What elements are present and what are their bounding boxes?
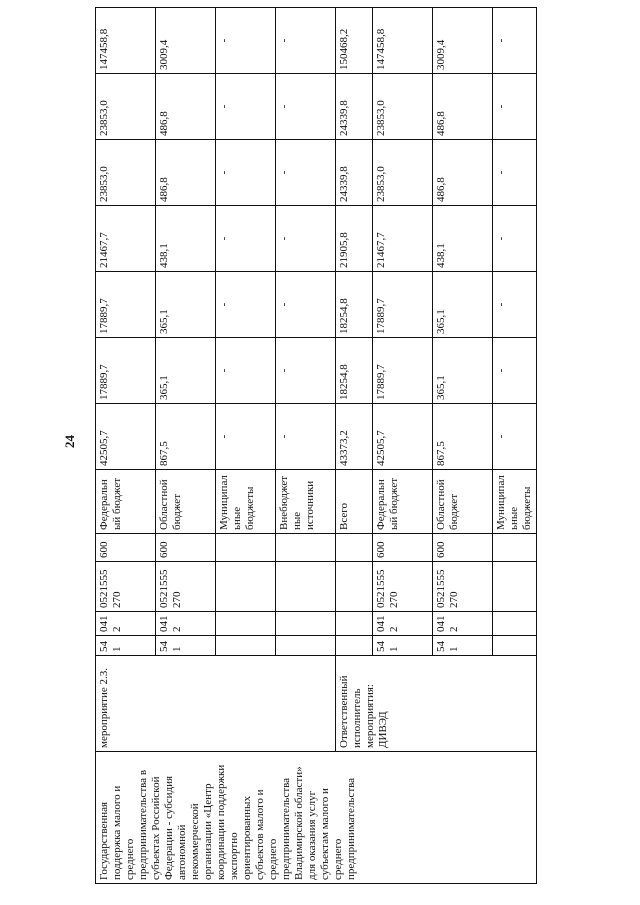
amount-cell: 21467,7 — [96, 206, 156, 272]
amount-cell: 365,1 — [156, 272, 216, 338]
amount-cell: 3009,4 — [433, 8, 493, 74]
grbs-code — [336, 636, 373, 656]
funding-source: Областной бюджет — [156, 470, 216, 534]
amount-cell: 365,1 — [156, 338, 216, 404]
amount-cell: 486,8 — [433, 74, 493, 140]
table-body — [96, 8, 537, 884]
funding-source: Областной бюджет — [433, 470, 493, 534]
amount-cell: 438,1 — [156, 206, 216, 272]
expense-type-code — [336, 534, 373, 562]
measure-name: Государственная поддержка малого и среднего предпринимательства в субъектах Российской Федерации - субсидия автономной некоммерческой организации «Центр координации поддержки экспортно ориентированных субъектов малого и среднего предпринимательства Владимирской области» для оказания услуг субъектам малого и среднего предпринимательства — [96, 752, 537, 884]
grbs-code — [493, 636, 537, 656]
grbs-code: 541 — [96, 636, 156, 656]
amount-cell: - — [216, 272, 276, 338]
amount-cell: 365,1 — [433, 272, 493, 338]
expense-type-code: 600 — [156, 534, 216, 562]
amount-cell: - — [493, 404, 537, 470]
amount-cell: 18254,8 — [336, 272, 373, 338]
expense-type-code — [216, 534, 276, 562]
table-row — [96, 8, 156, 884]
amount-cell: 23853,0 — [373, 140, 433, 206]
amount-cell: 438,1 — [433, 206, 493, 272]
budget-table-rotated — [95, 8, 533, 884]
amount-cell: 21905,8 — [336, 206, 373, 272]
amount-cell: - — [276, 404, 336, 470]
section-code: 0412 — [156, 612, 216, 636]
funding-source: Муниципальные бюджеты — [493, 470, 537, 534]
amount-cell: 43373,2 — [336, 404, 373, 470]
amount-cell: 150468,2 — [336, 8, 373, 74]
amount-cell: - — [276, 206, 336, 272]
amount-cell: 17889,7 — [96, 338, 156, 404]
funding-source: Федеральный бюджет — [373, 470, 433, 534]
amount-cell: - — [493, 338, 537, 404]
amount-cell: 23853,0 — [96, 140, 156, 206]
expense-type-code: 600 — [373, 534, 433, 562]
amount-cell: 42505,7 — [373, 404, 433, 470]
responsible-executor: Ответственный исполнитель мероприятия: ДИВЭД — [336, 656, 537, 752]
target-article-code — [336, 562, 373, 612]
amount-cell: 23853,0 — [373, 74, 433, 140]
amount-cell: - — [493, 206, 537, 272]
target-article-code: 0521555270 — [96, 562, 156, 612]
amount-cell: 486,8 — [156, 74, 216, 140]
amount-cell: 867,5 — [156, 404, 216, 470]
section-code — [276, 612, 336, 636]
amount-cell: 486,8 — [433, 140, 493, 206]
amount-cell: - — [276, 8, 336, 74]
amount-cell: 17889,7 — [373, 338, 433, 404]
amount-cell: - — [493, 272, 537, 338]
amount-cell: 42505,7 — [96, 404, 156, 470]
funding-source: Муниципальные бюджеты — [216, 470, 276, 534]
budget-table — [95, 7, 537, 884]
grbs-code: 541 — [156, 636, 216, 656]
amount-cell: - — [216, 206, 276, 272]
amount-cell: - — [276, 140, 336, 206]
amount-cell: - — [276, 74, 336, 140]
target-article-code — [216, 562, 276, 612]
amount-cell: 21467,7 — [373, 206, 433, 272]
grbs-code: 541 — [373, 636, 433, 656]
amount-cell: 365,1 — [433, 338, 493, 404]
amount-cell: 17889,7 — [96, 272, 156, 338]
amount-cell: - — [216, 404, 276, 470]
grbs-code — [216, 636, 276, 656]
target-article-code: 0521555270 — [156, 562, 216, 612]
target-article-code — [276, 562, 336, 612]
funding-source: Внебюджетные источники — [276, 470, 336, 534]
amount-cell: - — [276, 272, 336, 338]
amount-cell: 147458,8 — [373, 8, 433, 74]
target-article-code — [493, 562, 537, 612]
expense-type-code — [276, 534, 336, 562]
funding-source: Всего — [336, 470, 373, 534]
section-code: 0412 — [433, 612, 493, 636]
amount-cell: 24339,8 — [336, 140, 373, 206]
expense-type-code — [493, 534, 537, 562]
amount-cell: - — [216, 338, 276, 404]
section-code — [336, 612, 373, 636]
amount-cell: - — [276, 338, 336, 404]
section-code — [216, 612, 276, 636]
amount-cell: - — [216, 140, 276, 206]
funding-source: Федеральный бюджет — [96, 470, 156, 534]
section-code: 0412 — [96, 612, 156, 636]
amount-cell: 147458,8 — [96, 8, 156, 74]
expense-type-code: 600 — [96, 534, 156, 562]
amount-cell: - — [493, 74, 537, 140]
section-code: 0412 — [373, 612, 433, 636]
target-article-code: 0521555270 — [373, 562, 433, 612]
amount-cell: - — [493, 8, 537, 74]
measure-label: мероприятие 2.3. — [96, 656, 336, 752]
target-article-code: 0521555270 — [433, 562, 493, 612]
grbs-code — [276, 636, 336, 656]
amount-cell: 486,8 — [156, 140, 216, 206]
page-number: 24 — [62, 435, 77, 448]
amount-cell: 17889,7 — [373, 272, 433, 338]
amount-cell: - — [216, 8, 276, 74]
grbs-code: 541 — [433, 636, 493, 656]
amount-cell: - — [216, 74, 276, 140]
amount-cell: 23853,0 — [96, 74, 156, 140]
amount-cell: 867,5 — [433, 404, 493, 470]
amount-cell: 3009,4 — [156, 8, 216, 74]
amount-cell: - — [493, 140, 537, 206]
amount-cell: 18254,8 — [336, 338, 373, 404]
section-code — [493, 612, 537, 636]
expense-type-code: 600 — [433, 534, 493, 562]
amount-cell: 24339,8 — [336, 74, 373, 140]
